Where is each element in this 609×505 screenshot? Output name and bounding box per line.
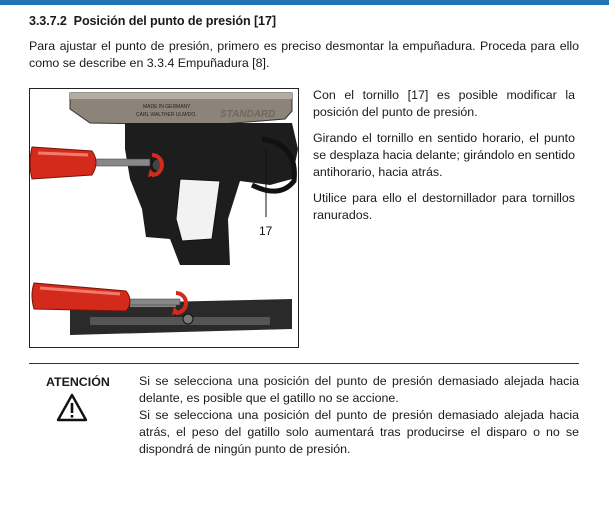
slide-logo: STANDARD [220,109,276,120]
warning-paragraph: Si se selecciona una posición del punto de presión demasiado alejada hacia delante, es posible que el gatillo no se accione. [139,374,579,405]
warning-divider [29,363,579,364]
callout-17: 17 [259,224,273,238]
side-text [313,87,575,233]
adjustment-illustration [29,88,299,348]
warning-label: ATENCIÓN [46,375,110,389]
slide-engraving-2: CARL WALTHER ULM/DO. [136,112,197,118]
side-paragraph: Girando el tornillo en sentido horario, el punto se desplaza hacia delante; girándolo en sentido antihorario, hacia atrás. [313,131,575,179]
top-accent-bar [0,0,609,5]
side-paragraph: Con el tornillo [17] es posible modificar la posición del punto de presión. [313,88,575,119]
section-title: Posición del punto de presión [17] [73,14,276,28]
warning-paragraph: Si se selecciona una posición del punto de presión demasiado alejada hacia atrás, el peso del gatillo solo aumentará tras producirse el disparo o no se dispondrá de ningún punto de presión. [139,408,579,456]
section-heading [29,14,276,28]
intro-paragraph: Para ajustar el punto de presión, primero es preciso desmontar la empuñadura. Proceda para ello como se describe en 3.3.4 Empuñadura [8]. [29,39,579,70]
warning-text [139,373,579,458]
side-paragraph: Utilice para ello el destornillador para tornillos ranurados. [313,191,575,222]
section-number: 3.3.7.2 [29,14,67,28]
slide-engraving-1: MADE IN GERMANY [143,104,191,110]
warning-triangle-icon [56,393,88,427]
